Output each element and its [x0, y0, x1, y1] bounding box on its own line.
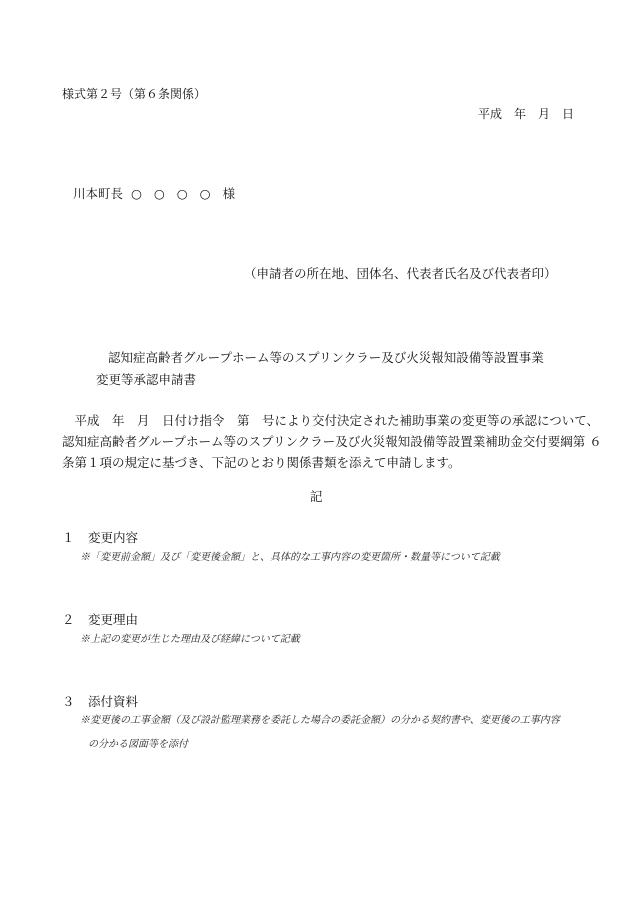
section-title: 変更内容 [88, 530, 139, 545]
addressee [73, 188, 235, 201]
section-3-note-line-2: の分かる図面等を添付 [88, 739, 188, 750]
section-3-note-line-1: ※変更後の工事金額（及び設計監理業務を委託した場合の委託金額）の分かる契約書や、変更後の工事内容 [80, 715, 560, 726]
document-title-line-1: 認知症高齢者グループホーム等のスプリンクラー及び火災報知設備等設置事業 [108, 350, 544, 365]
section-3-heading [62, 696, 138, 709]
section-2-note: ※上記の変更が生じた理由及び経緯について記載 [80, 634, 300, 645]
addressee-title: 川本町長 [73, 186, 124, 201]
addressee-name-placeholder: ○ ○ ○ ○ [131, 186, 215, 201]
section-number: ３ [62, 694, 75, 709]
section-2-heading [62, 614, 138, 627]
applicant-note: （申請者の所在地、団体名、代表者氏名及び代表者印） [244, 266, 557, 281]
section-1-heading [62, 532, 138, 545]
form-number: 様式第２号（第６条関係） [62, 87, 207, 101]
section-number: １ [62, 530, 75, 545]
date-line: 平成 年 月 日 [478, 107, 575, 121]
section-title: 添付資料 [88, 694, 139, 709]
body-paragraph [62, 410, 602, 473]
document-title-line-2: 変更等承認申請書 [96, 372, 197, 387]
ki-label: 記 [310, 489, 323, 504]
body-line: 条第１項の規定に基づき、下記のとおり関係書類を添えて申請します。 [62, 455, 461, 470]
addressee-honorific: 様 [222, 186, 236, 201]
section-1-note: ※「変更前金額」及び「変更後金額」と、具体的な工事内容の変更箇所・数量等について記載 [80, 552, 500, 563]
section-title: 変更理由 [88, 612, 139, 627]
body-line: 平成 年 月 日付け指令 第 号により交付決定された補助事業の変更等の承認について、 [62, 413, 600, 428]
section-number: ２ [62, 612, 75, 627]
body-line: 認知症高齢者グループホーム等のスプリンクラー及び火災報知設備等設置業補助金交付要綱第 ６ [62, 434, 602, 449]
